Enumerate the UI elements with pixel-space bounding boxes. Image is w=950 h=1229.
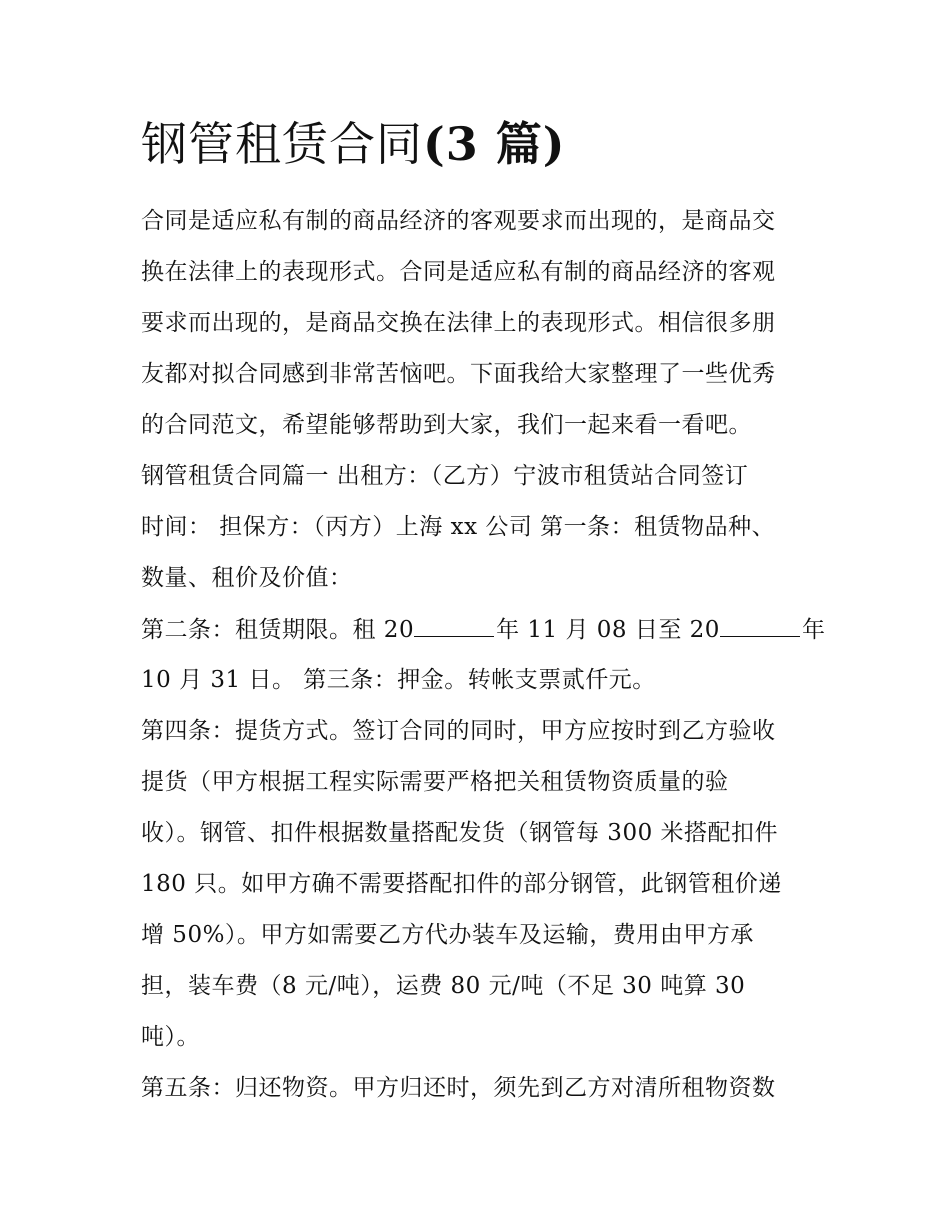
paragraph-line: 数量、租价及价值： <box>141 565 353 591</box>
title-count: (3 篇) <box>423 117 566 171</box>
paragraph-line: 180 只。如甲方确不需要搭配扣件的部分钢管，此钢管租价递 <box>141 871 782 897</box>
fill-in-blank <box>414 604 494 637</box>
paragraph-line: 第五条：归还物资。甲方归还时，须先到乙方对清所租物资数 <box>141 1075 776 1101</box>
paragraph-line: 担，装车费（8 元/吨），运费 80 元/吨（不足 30 吨算 30 <box>141 973 746 999</box>
document-body <box>141 196 831 1114</box>
paragraph-line: 友都对拟合同感到非常苦恼吧。下面我给大家整理了一些优秀 <box>141 361 776 387</box>
paragraph-line: 提货（甲方根据工程实际需要严格把关租赁物资质量的验 <box>141 769 729 795</box>
article-2-text-a: 第二条：租赁期限。租 20 <box>141 617 415 643</box>
title-main: 钢管租赁合同 <box>141 117 423 171</box>
paragraph-line: 钢管租赁合同篇一 出租方：（乙方）宁波市租赁站合同签订 <box>141 463 749 489</box>
article-2-text-b: 年 11 月 08 日至 20 <box>496 617 720 643</box>
article-2-line <box>141 604 831 655</box>
paragraph-line: 10 月 31 日。 第三条：押金。转帐支票贰仟元。 <box>141 667 656 693</box>
paragraph-line: 换在法律上的表现形式。合同是适应私有制的商品经济的客观 <box>141 259 776 285</box>
article-2-text-c: 年 <box>801 617 826 643</box>
paragraph-line: 合同是适应私有制的商品经济的客观要求而出现的，是商品交 <box>141 208 776 234</box>
paragraph-line: 增 50%）。甲方如需要乙方代办装车及运输，费用由甲方承 <box>141 922 754 948</box>
paragraph-line: 的合同范文，希望能够帮助到大家，我们一起来看一看吧。 <box>141 412 752 438</box>
fill-in-blank <box>720 604 800 637</box>
paragraph-line: 时间： 担保方：（丙方）上海 xx 公司 第一条：租赁物品种、 <box>141 514 776 540</box>
paragraph-line: 收）。钢管、扣件根据数量搭配发货（钢管每 300 米搭配扣件 <box>141 820 779 846</box>
paragraph-line: 要求而出现的，是商品交换在法律上的表现形式。相信很多朋 <box>141 310 776 336</box>
document-title <box>141 112 566 176</box>
paragraph-line: 第四条：提货方式。签订合同的同时，甲方应按时到乙方验收 <box>141 718 776 744</box>
paragraph-line: 吨）。 <box>141 1024 200 1050</box>
